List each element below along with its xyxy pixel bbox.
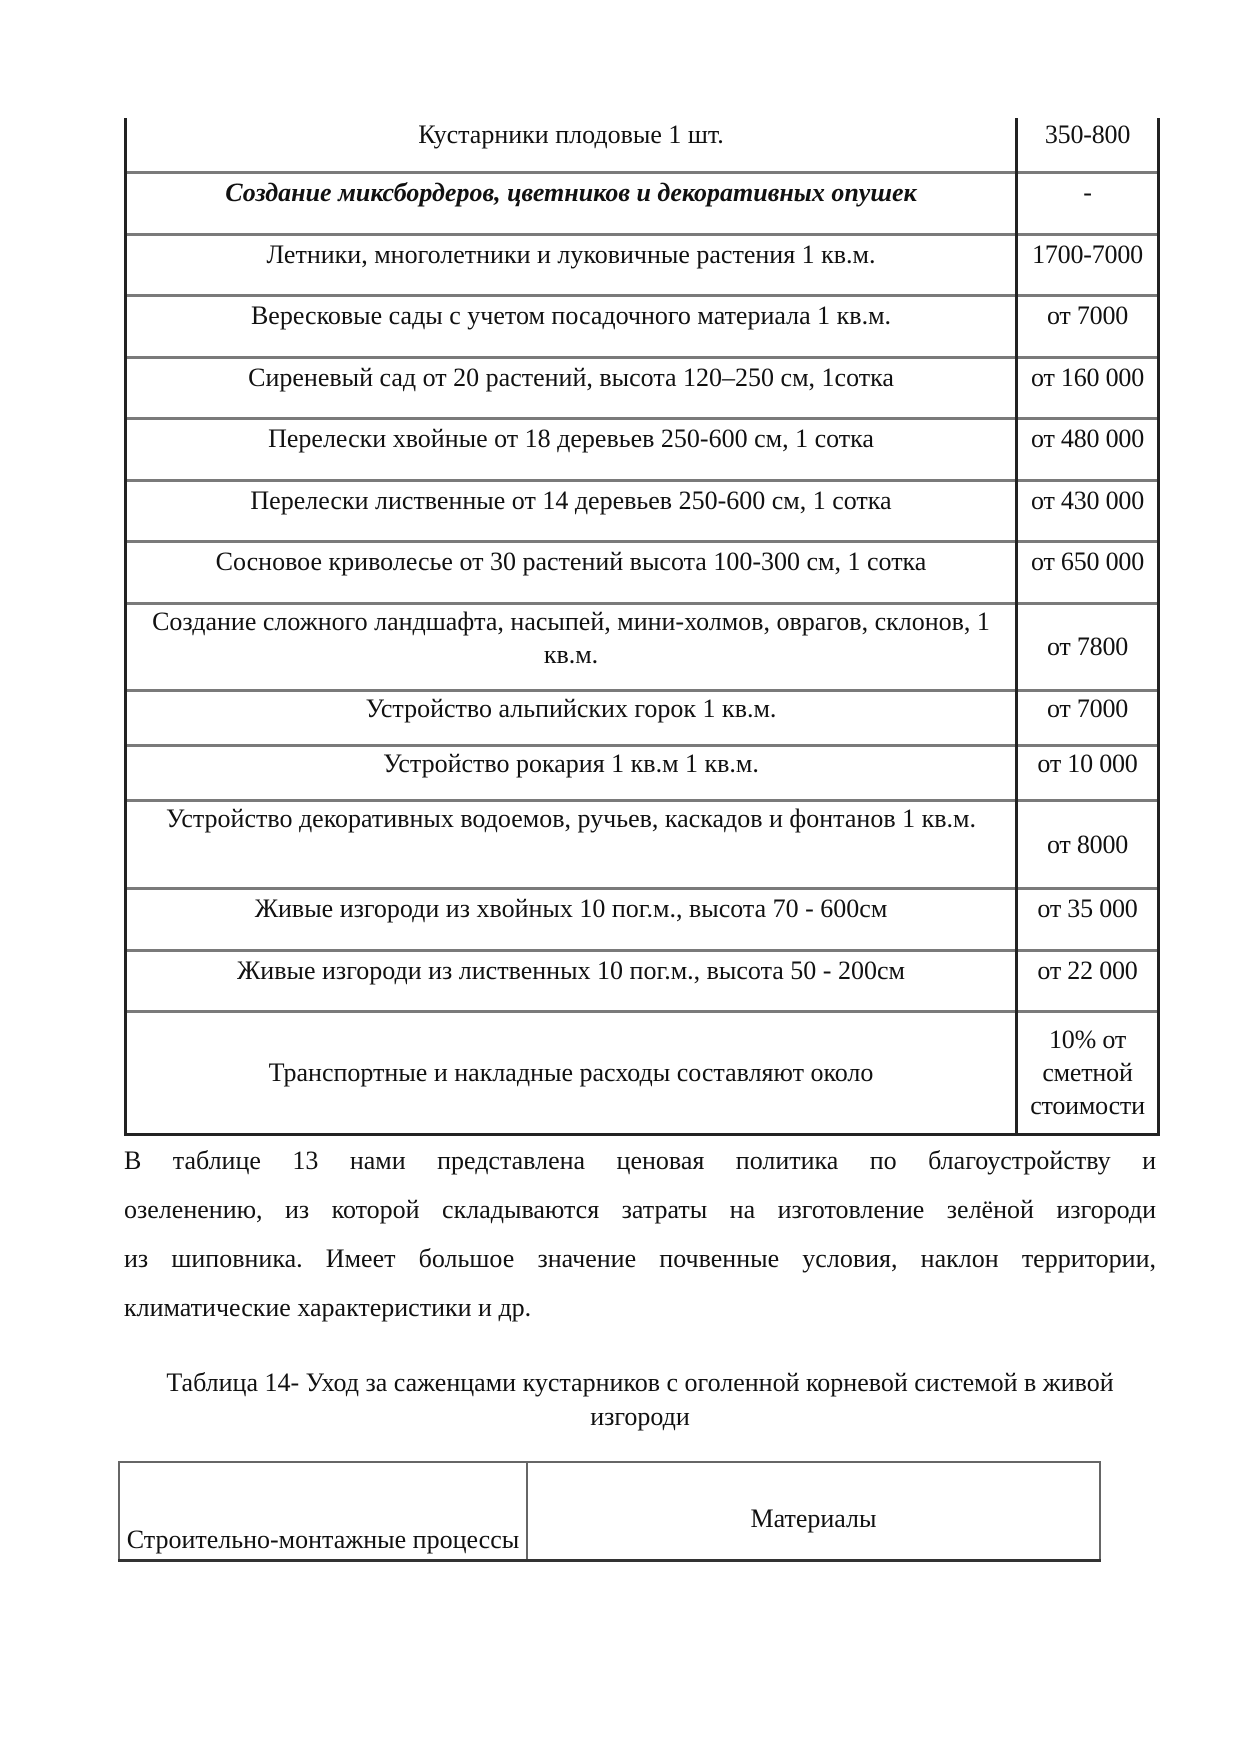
service-name-cell: Создание сложного ландшафта, насыпей, мини-холмов, оврагов, склонов, 1 кв.м. <box>126 603 1017 690</box>
table-row <box>126 234 1159 295</box>
body-paragraph <box>124 1136 1156 1332</box>
service-name-cell: Устройство альпийских горок 1 кв.м. <box>126 690 1017 745</box>
service-name-cell: Вересковые сады с учетом посадочного материала 1 кв.м. <box>126 295 1017 357</box>
price-cell: от 7800 <box>1017 603 1159 690</box>
table-header-row <box>119 1462 1100 1561</box>
table-row <box>126 800 1159 888</box>
service-name-cell: Перелески хвойные от 18 деревьев 250-600 см, 1 сотка <box>126 418 1017 480</box>
price-cell: от 430 000 <box>1017 480 1159 541</box>
paragraph-line: В таблице 13 нами представлена ценовая политика по благоустройству и <box>124 1146 1156 1175</box>
price-cell: от 7000 <box>1017 690 1159 745</box>
service-name-cell: Кустарники плодовые 1 шт. <box>126 118 1017 172</box>
service-name-cell: Устройство рокария 1 кв.м 1 кв.м. <box>126 745 1017 800</box>
service-name-cell: Летники, многолетники и луковичные растения 1 кв.м. <box>126 234 1017 295</box>
price-cell: от 22 000 <box>1017 950 1159 1011</box>
price-cell: 350-800 <box>1017 118 1159 172</box>
paragraph-line: климатические характеристики и др. <box>124 1293 532 1322</box>
service-name-cell: Устройство декоративных водоемов, ручьев, каскадов и фонтанов 1 кв.м. <box>126 800 1017 888</box>
service-name-cell: Живые изгороди из хвойных 10 пог.м., высота 70 - 600см <box>126 888 1017 950</box>
price-cell: от 650 000 <box>1017 541 1159 603</box>
table-row <box>126 888 1159 950</box>
pricing-table <box>124 118 1160 1136</box>
section-heading-cell: Создание миксбордеров, цветников и декоративных опушек <box>126 172 1017 234</box>
table-row-section-heading <box>126 172 1159 234</box>
table-row <box>126 357 1159 418</box>
price-cell: от 160 000 <box>1017 357 1159 418</box>
price-cell: от 7000 <box>1017 295 1159 357</box>
service-name-cell: Транспортные и накладные расходы составляют около <box>126 1011 1017 1134</box>
price-cell: от 480 000 <box>1017 418 1159 480</box>
price-cell: от 8000 <box>1017 800 1159 888</box>
table-row <box>126 480 1159 541</box>
table-row <box>126 603 1159 690</box>
table-row <box>126 690 1159 745</box>
table-row <box>126 541 1159 603</box>
table-caption: Таблица 14- Уход за саженцами кустарников с оголенной корневой системой в живой изгороди <box>166 1368 1114 1431</box>
table-row <box>126 118 1159 172</box>
price-cell: от 10 000 <box>1017 745 1159 800</box>
table-row <box>126 295 1159 357</box>
column-header-materials: Материалы <box>527 1462 1100 1561</box>
table-row <box>126 745 1159 800</box>
care-table <box>118 1461 1101 1562</box>
service-name-cell: Перелески лиственные от 14 деревьев 250-600 см, 1 сотка <box>126 480 1017 541</box>
service-name-cell: Сосновое криволесье от 30 растений высота 100-300 см, 1 сотка <box>126 541 1017 603</box>
service-name-cell: Сиреневый сад от 20 растений, высота 120–250 см, 1сотка <box>126 357 1017 418</box>
table-row <box>126 950 1159 1011</box>
service-name-cell: Живые изгороди из лиственных 10 пог.м., высота 50 - 200см <box>126 950 1017 1011</box>
column-header-processes: Строительно-монтажные процессы <box>119 1462 527 1561</box>
paragraph-line: из шиповника. Имеет большое значение почвенные условия, наклон территории, <box>124 1244 1156 1273</box>
table-row-total <box>126 1011 1159 1134</box>
price-cell: - <box>1017 172 1159 234</box>
price-cell: от 35 000 <box>1017 888 1159 950</box>
price-cell: 10% от сметной стоимости <box>1017 1011 1159 1134</box>
price-cell: 1700-7000 <box>1017 234 1159 295</box>
table-row <box>126 418 1159 480</box>
paragraph-line: озеленению, из которой складываются затраты на изготовление зелёной изгороди <box>124 1195 1156 1224</box>
